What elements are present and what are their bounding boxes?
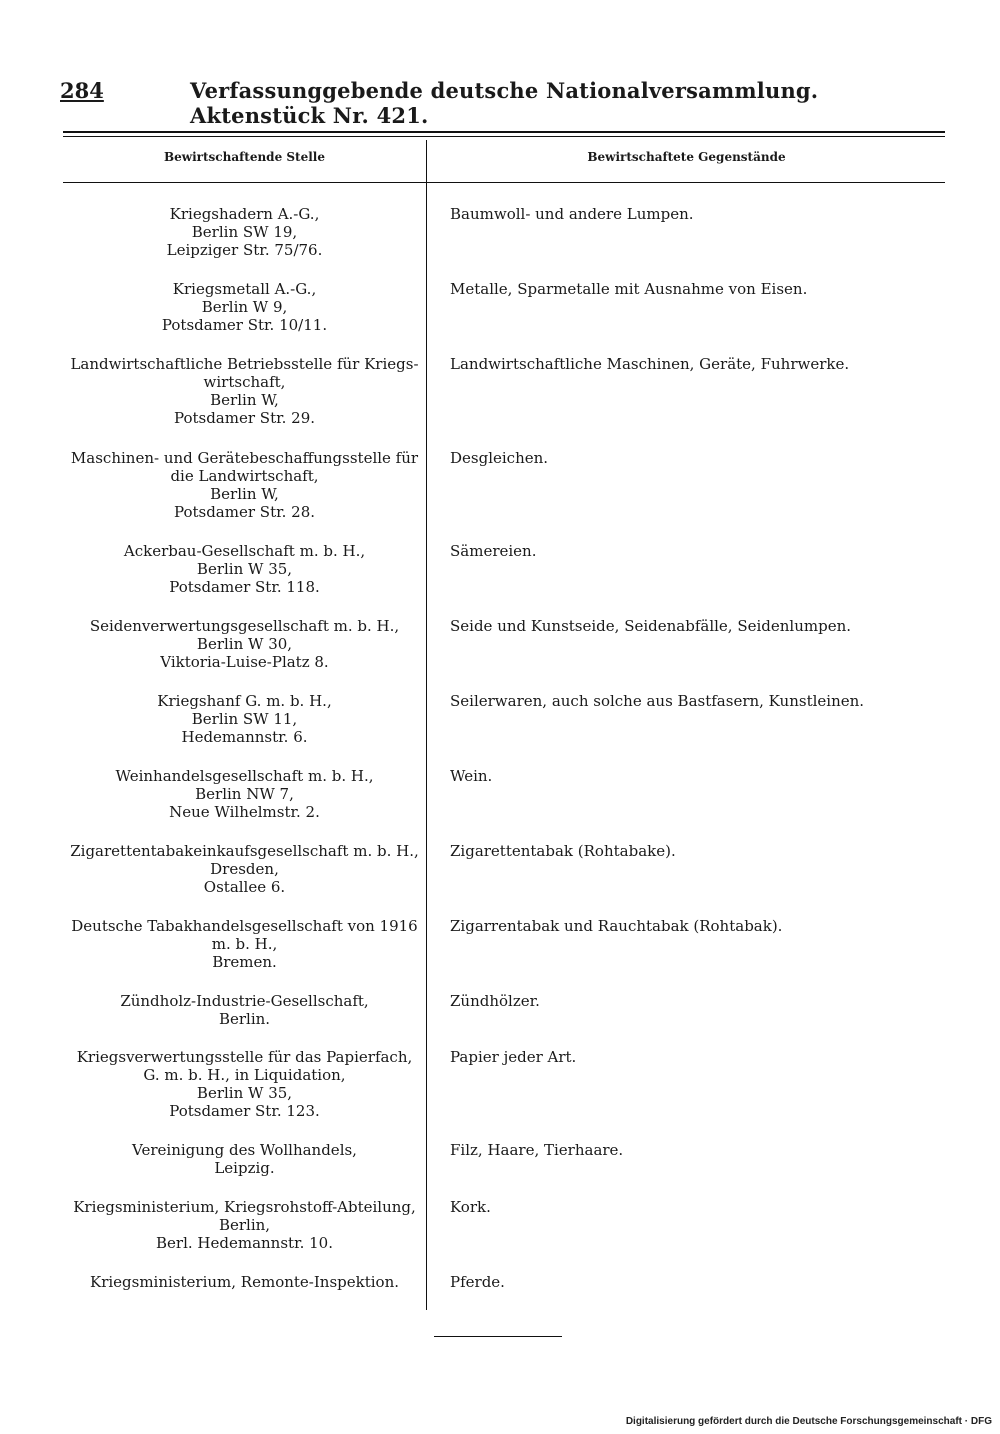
footer-credit: Digitalisierung gefördert durch die Deutsche Forschungsgemeinschaft · DFG xyxy=(625,1416,992,1427)
stelle-line: Deutsche Tabakhandelsgesellschaft von 1916 xyxy=(71,917,418,935)
stelle-cell xyxy=(63,1198,426,1252)
stelle-line: Kriegsministerium, Remonte-Inspektion. xyxy=(89,1273,400,1291)
gegenstaende-cell: Zigarrentabak und Rauchtabak (Rohtabak). xyxy=(450,917,783,935)
stelle-line: Kriegsverwertungsstelle für das Papierfach, xyxy=(76,1048,413,1066)
stelle-cell xyxy=(63,1141,426,1177)
stelle-line: Potsdamer Str. 10/11. xyxy=(161,316,328,334)
gegenstaende-cell: Sämereien. xyxy=(450,542,537,560)
stelle-cell xyxy=(63,917,426,971)
stelle-cell xyxy=(63,355,426,427)
stelle-line: Ostallee 6. xyxy=(203,878,286,896)
header-double-rule xyxy=(63,131,945,137)
stelle-line: G. m. b. H., in Liquidation, xyxy=(143,1066,346,1084)
stelle-line: Potsdamer Str. 28. xyxy=(173,503,316,521)
stelle-cell xyxy=(63,1273,426,1291)
stelle-line: m. b. H., xyxy=(211,935,278,953)
stelle-line: Berlin W 35, xyxy=(196,1084,293,1102)
stelle-line: Berlin SW 19, xyxy=(191,223,298,241)
stelle-line: Berlin W 30, xyxy=(196,635,293,653)
gegenstaende-cell: Landwirtschaftliche Maschinen, Geräte, Fuhrwerke. xyxy=(450,355,850,373)
stelle-line: die Landwirtschaft, xyxy=(170,467,319,485)
stelle-line: Berlin NW 7, xyxy=(195,785,294,803)
stelle-line: Potsdamer Str. 29. xyxy=(173,409,316,427)
stelle-line: Landwirtschaftliche Betriebsstelle für Kriegs- xyxy=(70,355,419,373)
gegenstaende-cell: Seide und Kunstseide, Seidenabfälle, Seidenlumpen. xyxy=(450,617,852,635)
stelle-line: Bremen. xyxy=(212,953,277,971)
stelle-line: Dresden, xyxy=(210,860,279,878)
stelle-cell xyxy=(63,205,426,259)
stelle-line: Potsdamer Str. 123. xyxy=(169,1102,320,1120)
gegenstaende-cell: Kork. xyxy=(450,1198,491,1216)
stelle-cell xyxy=(63,767,426,821)
gegenstaende-cell: Pferde. xyxy=(450,1273,505,1291)
column-header-stelle: Bewirtschaftende Stelle xyxy=(164,150,325,164)
gegenstaende-cell: Desgleichen. xyxy=(450,449,549,467)
stelle-line: Berlin SW 11, xyxy=(191,710,298,728)
gegenstaende-cell: Metalle, Sparmetalle mit Ausnahme von Eisen. xyxy=(450,280,808,298)
stelle-line: Berlin, xyxy=(218,1216,271,1234)
gegenstaende-cell: Zigarettentabak (Rohtabake). xyxy=(450,842,676,860)
stelle-line: Vereinigung des Wollhandels, xyxy=(132,1141,357,1159)
stelle-line: Berlin W 35, xyxy=(196,560,293,578)
stelle-line: Maschinen- und Gerätebeschaffungsstelle für xyxy=(70,449,419,467)
stelle-line: Berlin W, xyxy=(210,391,279,409)
stelle-line: Weinhandelsgesellschaft m. b. H., xyxy=(115,767,374,785)
stelle-line: Seidenverwertungsgesellschaft m. b. H., xyxy=(89,617,400,635)
stelle-line: Kriegsmetall A.-G., xyxy=(172,280,317,298)
stelle-line: Leipziger Str. 75/76. xyxy=(166,241,323,259)
column-header-gegenstaende: Bewirtschaftete Gegenstände xyxy=(587,150,786,164)
column-divider xyxy=(426,140,427,1310)
stelle-line: Kriegshadern A.-G., xyxy=(169,205,320,223)
page-number: 284 xyxy=(60,78,104,103)
stelle-line: Ackerbau-Gesellschaft m. b. H., xyxy=(123,542,366,560)
stelle-line: Viktoria-Luise-Platz 8. xyxy=(160,653,329,671)
stelle-line: Leipzig. xyxy=(214,1159,275,1177)
stelle-cell xyxy=(63,1048,426,1120)
stelle-cell xyxy=(63,449,426,521)
end-rule xyxy=(434,1336,562,1337)
column-header-rule xyxy=(63,182,945,183)
stelle-line: Potsdamer Str. 118. xyxy=(169,578,320,596)
stelle-line: Berlin. xyxy=(218,1010,271,1028)
stelle-cell xyxy=(63,842,426,896)
stelle-line: Zigarettentabakeinkaufsgesellschaft m. b. H., xyxy=(70,842,419,860)
gegenstaende-cell: Papier jeder Art. xyxy=(450,1048,577,1066)
gegenstaende-cell: Baumwoll- und andere Lumpen. xyxy=(450,205,694,223)
stelle-line: Kriegsministerium, Kriegsrohstoff-Abteilung, xyxy=(73,1198,416,1216)
gegenstaende-cell: Filz, Haare, Tierhaare. xyxy=(450,1141,624,1159)
stelle-line: Hedemannstr. 6. xyxy=(181,728,308,746)
stelle-line: wirtschaft, xyxy=(203,373,286,391)
stelle-line: Kriegshanf G. m. b. H., xyxy=(157,692,332,710)
stelle-line: Berlin W 9, xyxy=(201,298,288,316)
stelle-cell xyxy=(63,280,426,334)
stelle-line: Neue Wilhelmstr. 2. xyxy=(169,803,320,821)
gegenstaende-cell: Wein. xyxy=(450,767,493,785)
stelle-cell xyxy=(63,992,426,1028)
gegenstaende-cell: Zündhölzer. xyxy=(450,992,540,1010)
stelle-line: Berlin W, xyxy=(210,485,279,503)
stelle-cell xyxy=(63,692,426,746)
stelle-cell xyxy=(63,542,426,596)
stelle-line: Berl. Hedemannstr. 10. xyxy=(156,1234,333,1252)
gegenstaende-cell: Seilerwaren, auch solche aus Bastfasern, Kunstleinen. xyxy=(450,692,865,710)
running-head: Verfassunggebende deutsche Nationalversammlung. Aktenstück Nr. 421. xyxy=(190,78,819,128)
stelle-line: Zündholz-Industrie-Gesellschaft, xyxy=(120,992,369,1010)
stelle-cell xyxy=(63,617,426,671)
